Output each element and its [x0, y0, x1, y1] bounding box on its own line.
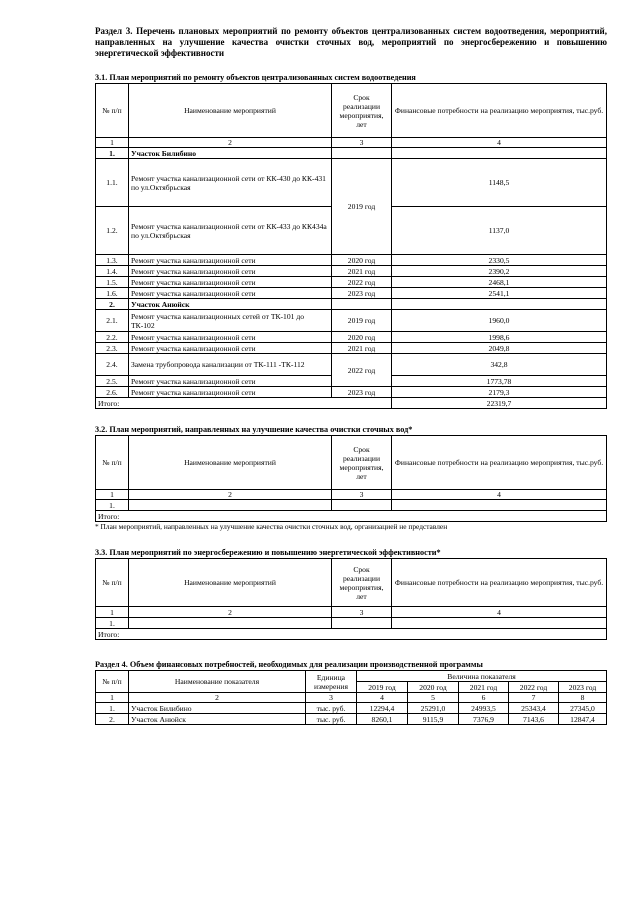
- row-value: 12294,4: [357, 703, 408, 714]
- colnum: 5: [408, 693, 459, 703]
- row-num: 1.: [96, 500, 129, 511]
- table31-colnum-row: [96, 138, 607, 148]
- empty-cell: [332, 500, 392, 511]
- row-num: 1.: [96, 618, 129, 629]
- empty-cell: [392, 500, 607, 511]
- table-row: [96, 618, 607, 629]
- row-num: 1.5.: [96, 277, 129, 288]
- header-name: Наименование мероприятий: [129, 84, 332, 138]
- row-value: 1773,78: [392, 376, 607, 387]
- row-name: Ремонт участка канализационной сети: [129, 255, 332, 266]
- header-finance: Финансовые потребности на реализацию мероприятия, тыс.руб.: [392, 84, 607, 138]
- header-unit: Единица измерения: [306, 671, 357, 693]
- row-num: 2.5.: [96, 376, 129, 387]
- table-row: [96, 288, 607, 299]
- table-row: [96, 343, 607, 354]
- empty-cell: [392, 299, 607, 310]
- table33-colnum-row: [96, 607, 607, 618]
- colnum: 3: [306, 693, 357, 703]
- row-value: 1998,6: [392, 332, 607, 343]
- header-year: 2023 год: [559, 682, 607, 693]
- row-num: 2.4.: [96, 354, 129, 376]
- table32: [95, 435, 607, 522]
- header-name: Наименование мероприятий: [129, 436, 332, 490]
- row-value: 25291,0: [408, 703, 459, 714]
- group-num: 1.: [96, 148, 129, 159]
- table31-total-row: [96, 398, 607, 409]
- row-name: Ремонт участка канализационной сети: [129, 332, 332, 343]
- table33: [95, 558, 607, 640]
- row-term: 2022 год: [332, 354, 392, 387]
- row-num: 2.3.: [96, 343, 129, 354]
- colnum: 1: [96, 490, 129, 500]
- colnum: 3: [332, 138, 392, 148]
- table32-colnum-row: [96, 490, 607, 500]
- row-term: 2019 год: [332, 310, 392, 332]
- table32-header-row: [96, 436, 607, 490]
- group-row-anyuysk: [96, 299, 607, 310]
- table-row: [96, 500, 607, 511]
- row-name: Ремонт участка канализационной сети от КК-430 до КК-431 по ул.Октябрьская: [129, 159, 332, 207]
- table-row: [96, 714, 607, 725]
- table33-header-row: [96, 559, 607, 607]
- header-name: Наименование мероприятий: [129, 559, 332, 607]
- colnum: 6: [459, 693, 509, 703]
- row-value: 7376,9: [459, 714, 509, 725]
- section4-title: Раздел 4. Объем финансовых потребностей, необходимых для реализации производственной программы: [95, 660, 483, 669]
- table4: [95, 670, 607, 725]
- total-label: Итого:: [96, 511, 607, 522]
- table-row: [96, 387, 607, 398]
- row-name: Ремонт участка канализационной сети: [129, 343, 332, 354]
- colnum: 2: [129, 138, 332, 148]
- row-unit: тыс. руб.: [306, 703, 357, 714]
- table4-colnum-row: [96, 693, 607, 703]
- table-row: [96, 703, 607, 714]
- row-value: 9115,9: [408, 714, 459, 725]
- header-term: Срок реализации мероприятия, лет: [332, 436, 392, 490]
- row-term: 2019 год: [332, 159, 392, 255]
- header-value: Величина показателя: [357, 671, 607, 682]
- row-value: 2541,1: [392, 288, 607, 299]
- row-term: 2023 год: [332, 387, 392, 398]
- row-value: 27345,0: [559, 703, 607, 714]
- table-row: [96, 266, 607, 277]
- row-num: 2.: [96, 714, 129, 725]
- header-year: 2021 год: [459, 682, 509, 693]
- colnum: 3: [332, 607, 392, 618]
- header-year: 2022 год: [509, 682, 559, 693]
- row-name: Ремонт участка канализационной сети: [129, 288, 332, 299]
- table33-title: 3.3. План мероприятий по энергосбережению и повышению энергетической эффективности*: [95, 548, 441, 557]
- row-num: 2.2.: [96, 332, 129, 343]
- row-value: 24993,5: [459, 703, 509, 714]
- row-value: 7143,6: [509, 714, 559, 725]
- group-name: Участок Билибино: [129, 148, 332, 159]
- group-row-bilibino: [96, 148, 607, 159]
- header-term: Срок реализации мероприятия, лет: [332, 84, 392, 138]
- table33-total-row: [96, 629, 607, 640]
- table32-footnote: * План мероприятий, направленных на улучшение качества очистки сточных вод, организацией не представлен: [95, 522, 448, 531]
- colnum: 2: [129, 490, 332, 500]
- row-term: 2020 год: [332, 255, 392, 266]
- row-num: 1.6.: [96, 288, 129, 299]
- row-name: Участок Анюйск: [129, 714, 306, 725]
- table4-header-row: [96, 671, 607, 682]
- total-value: 22319,7: [392, 398, 607, 409]
- row-value: 2468,1: [392, 277, 607, 288]
- table31-title: 3.1. План мероприятий по ремонту объектов централизованных систем водоотведения: [95, 73, 416, 82]
- table32-total-row: [96, 511, 607, 522]
- colnum: 1: [96, 138, 129, 148]
- table-row: [96, 277, 607, 288]
- table31-header-row: [96, 84, 607, 138]
- colnum: 1: [96, 607, 129, 618]
- colnum: 8: [559, 693, 607, 703]
- colnum: 2: [129, 693, 306, 703]
- row-value: 2330,5: [392, 255, 607, 266]
- row-value: 2390,2: [392, 266, 607, 277]
- empty-cell: [129, 618, 332, 629]
- header-num: № п/п: [96, 436, 129, 490]
- header-indicator: Наименование показателя: [129, 671, 306, 693]
- document-page: [95, 26, 607, 725]
- row-value: 2049,8: [392, 343, 607, 354]
- row-num: 2.6.: [96, 387, 129, 398]
- section3-title: Раздел 3. Перечень плановых мероприятий по ремонту объектов централизованных систем водоотведения, мероприятий, направленных на улучшение качества очистки сточных вод, мероприятий по энергосбережению и повышению энергетической эффективности: [95, 26, 607, 58]
- empty-cell: [129, 500, 332, 511]
- group-num: 2.: [96, 299, 129, 310]
- header-year: 2019 год: [357, 682, 408, 693]
- row-name: Замена трубопровода канализации от ТК-111 -ТК-112: [129, 354, 332, 376]
- row-value: 1137,0: [392, 207, 607, 255]
- row-name: Ремонт участка канализационной сети: [129, 277, 332, 288]
- row-term: 2022 год: [332, 277, 392, 288]
- total-label: Итого:: [96, 629, 607, 640]
- colnum: 2: [129, 607, 332, 618]
- table-row: [96, 310, 607, 332]
- colnum: 4: [392, 138, 607, 148]
- row-name: Ремонт участка канализационных сетей от ТК-101 до ТК-102: [129, 310, 332, 332]
- row-num: 1.1.: [96, 159, 129, 207]
- row-term: 2021 год: [332, 343, 392, 354]
- table-row: [96, 354, 607, 376]
- row-name: Ремонт участка канализационной сети от КК-433 до КК434а по ул.Октябрьская: [129, 207, 332, 255]
- row-num: 1.: [96, 703, 129, 714]
- colnum: 4: [392, 607, 607, 618]
- row-value: 1960,0: [392, 310, 607, 332]
- row-term: 2023 год: [332, 288, 392, 299]
- total-label: Итого:: [96, 398, 392, 409]
- colnum: 3: [332, 490, 392, 500]
- header-num: № п/п: [96, 559, 129, 607]
- row-name: Ремонт участка канализационной сети: [129, 376, 332, 387]
- colnum: 4: [357, 693, 408, 703]
- header-num: № п/п: [96, 84, 129, 138]
- header-year: 2020 год: [408, 682, 459, 693]
- row-value: 25343,4: [509, 703, 559, 714]
- table32-title: 3.2. План мероприятий, направленных на улучшение качества очистки сточных вод*: [95, 425, 413, 434]
- table-row: [96, 255, 607, 266]
- row-value: 1148,5: [392, 159, 607, 207]
- table31: [95, 83, 607, 409]
- empty-cell: [332, 299, 392, 310]
- row-unit: тыс. руб.: [306, 714, 357, 725]
- row-num: 1.2.: [96, 207, 129, 255]
- header-num: № п/п: [96, 671, 129, 693]
- colnum: 1: [96, 693, 129, 703]
- header-finance: Финансовые потребности на реализацию мероприятия, тыс.руб.: [392, 559, 607, 607]
- colnum: 4: [392, 490, 607, 500]
- row-term: 2021 год: [332, 266, 392, 277]
- empty-cell: [332, 148, 392, 159]
- empty-cell: [332, 618, 392, 629]
- row-num: 2.1.: [96, 310, 129, 332]
- row-name: Ремонт участка канализационной сети: [129, 387, 332, 398]
- row-value: 12847,4: [559, 714, 607, 725]
- colnum: 7: [509, 693, 559, 703]
- header-term: Срок реализации мероприятия, лет: [332, 559, 392, 607]
- row-value: 2179,3: [392, 387, 607, 398]
- row-name: Участок Билибино: [129, 703, 306, 714]
- empty-cell: [392, 618, 607, 629]
- row-value: 8260,1: [357, 714, 408, 725]
- row-value: 342,8: [392, 354, 607, 376]
- group-name: Участок Анюйск: [129, 299, 332, 310]
- table-row: [96, 159, 607, 207]
- row-num: 1.3.: [96, 255, 129, 266]
- row-name: Ремонт участка канализационной сети: [129, 266, 332, 277]
- header-finance: Финансовые потребности на реализацию мероприятия, тыс.руб.: [392, 436, 607, 490]
- empty-cell: [392, 148, 607, 159]
- row-term: 2020 год: [332, 332, 392, 343]
- table-row: [96, 332, 607, 343]
- row-num: 1.4.: [96, 266, 129, 277]
